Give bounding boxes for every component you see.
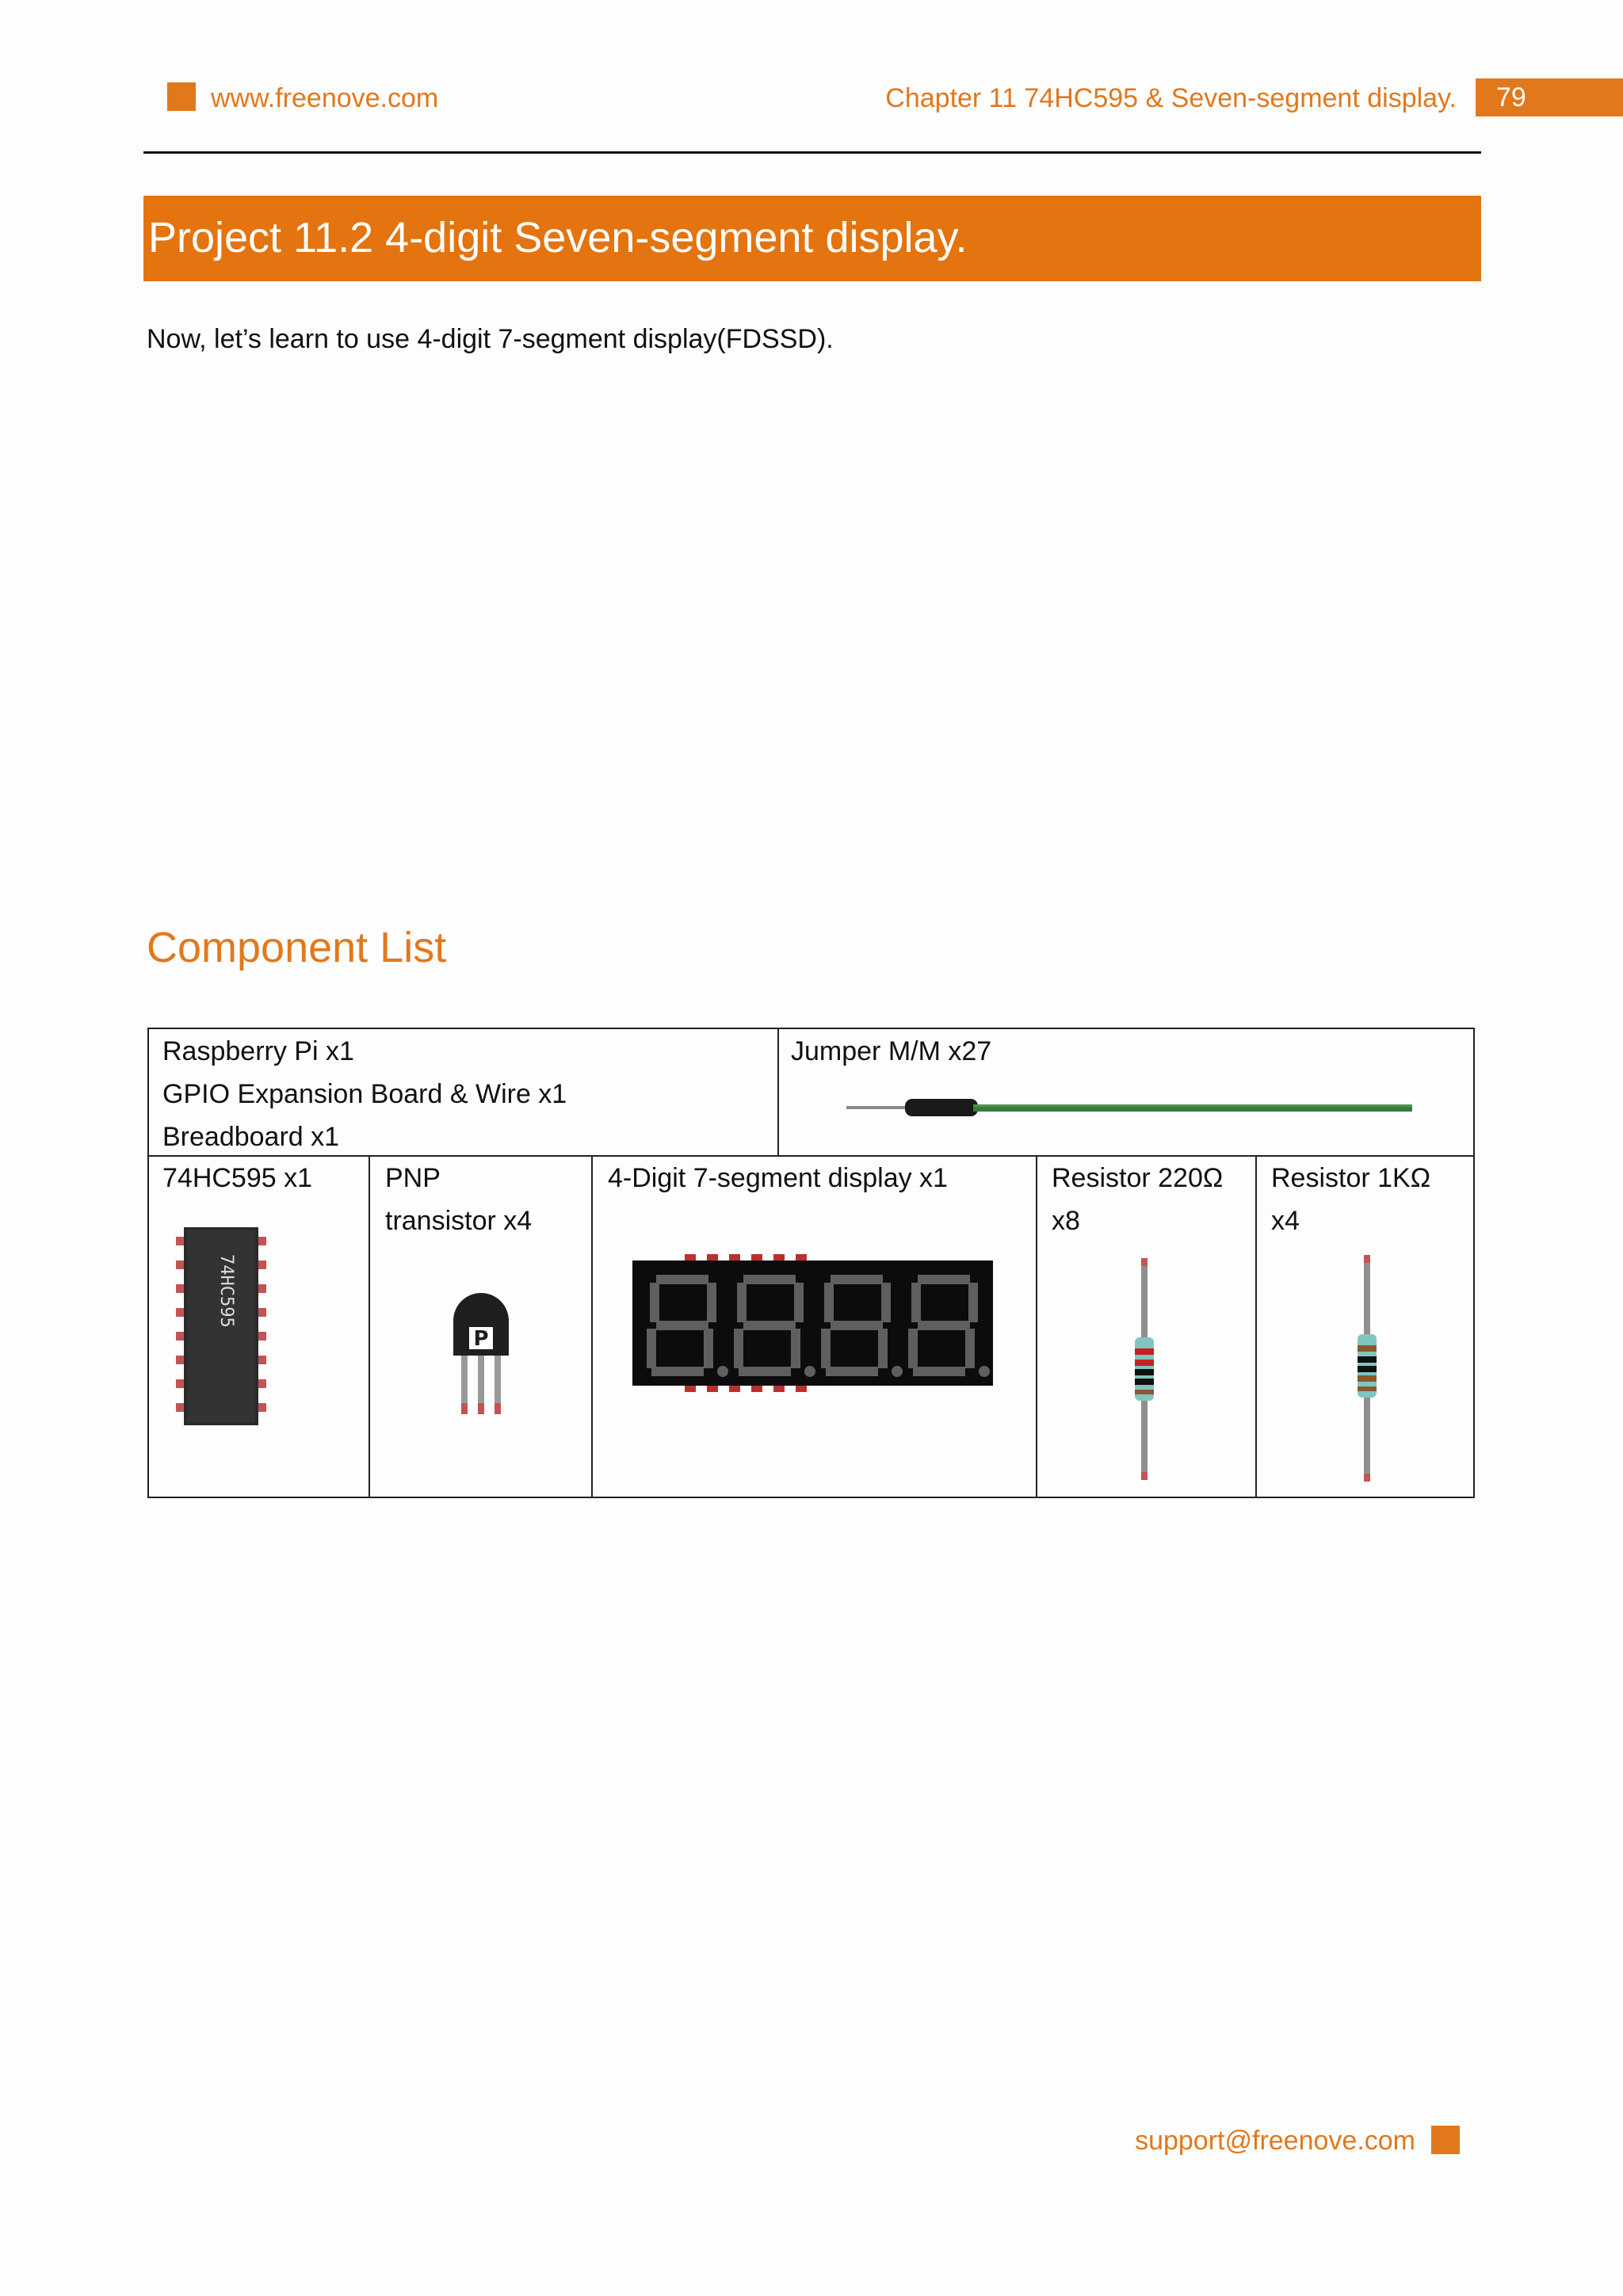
component-jumper: Jumper M/M x27: [791, 1036, 992, 1066]
page-number-badge: [1476, 78, 1623, 116]
header-square-icon: [167, 82, 196, 111]
table-cell-74hc595: [147, 1157, 369, 1497]
component-74hc595: 74HC595 x1: [162, 1163, 313, 1193]
component-breadboard: Breadboard x1: [162, 1122, 340, 1152]
ic-chip-icon: [176, 1227, 266, 1430]
resistor-1k-icon: [1355, 1255, 1379, 1482]
component-resistor-1k-line2: x4: [1271, 1206, 1300, 1236]
component-4digit-display: 4-Digit 7-segment display x1: [608, 1163, 948, 1193]
section-title: Component List: [147, 924, 447, 971]
resistor-220-icon: [1132, 1258, 1156, 1480]
table-cell-pnp: [370, 1157, 591, 1497]
component-resistor-220-line1: Resistor 220Ω: [1052, 1163, 1224, 1193]
table-cell-resistor-1k: [1257, 1157, 1473, 1497]
component-gpio-board: GPIO Expansion Board & Wire x1: [162, 1079, 567, 1109]
table-border-bottom: [147, 1497, 1475, 1498]
header-site-link[interactable]: www.freenove.com: [211, 83, 439, 113]
page-number: 79: [1496, 82, 1526, 113]
component-resistor-1k-line1: Resistor 1KΩ: [1271, 1163, 1431, 1193]
pnp-marking: P: [473, 1327, 489, 1351]
component-raspberry-pi: Raspberry Pi x1: [162, 1036, 354, 1066]
header-divider: [143, 151, 1481, 154]
header-chapter-title: Chapter 11 74HC595 & Seven-segment display.: [885, 83, 1457, 113]
component-pnp-line1: PNP: [385, 1163, 441, 1193]
project-title: Project 11.2 4-digit Seven-segment display.: [148, 214, 968, 261]
ic-marking: 74HC595: [216, 1254, 236, 1328]
component-pnp-line2: transistor x4: [385, 1206, 533, 1236]
table-cell-raspberry-pi: [147, 1028, 777, 1155]
footer-square-icon: [1431, 2126, 1460, 2154]
component-resistor-220-line2: x8: [1052, 1206, 1080, 1236]
table-cell-resistor-220: [1037, 1157, 1255, 1497]
table-border-right: [1473, 1028, 1475, 1498]
component-table: [147, 1028, 1475, 1498]
seven-segment-display-icon: [631, 1254, 995, 1392]
table-cell-4digit-display: [593, 1157, 1036, 1497]
pnp-transistor-icon: [445, 1287, 517, 1422]
footer-support-email[interactable]: support@freenove.com: [1135, 2126, 1415, 2156]
jumper-wire-icon: [846, 1096, 1417, 1119]
intro-paragraph: Now, let’s learn to use 4-digit 7-segment display(FDSSD).: [147, 324, 834, 354]
table-cell-jumper: [779, 1028, 1473, 1155]
project-banner: [143, 196, 1481, 281]
